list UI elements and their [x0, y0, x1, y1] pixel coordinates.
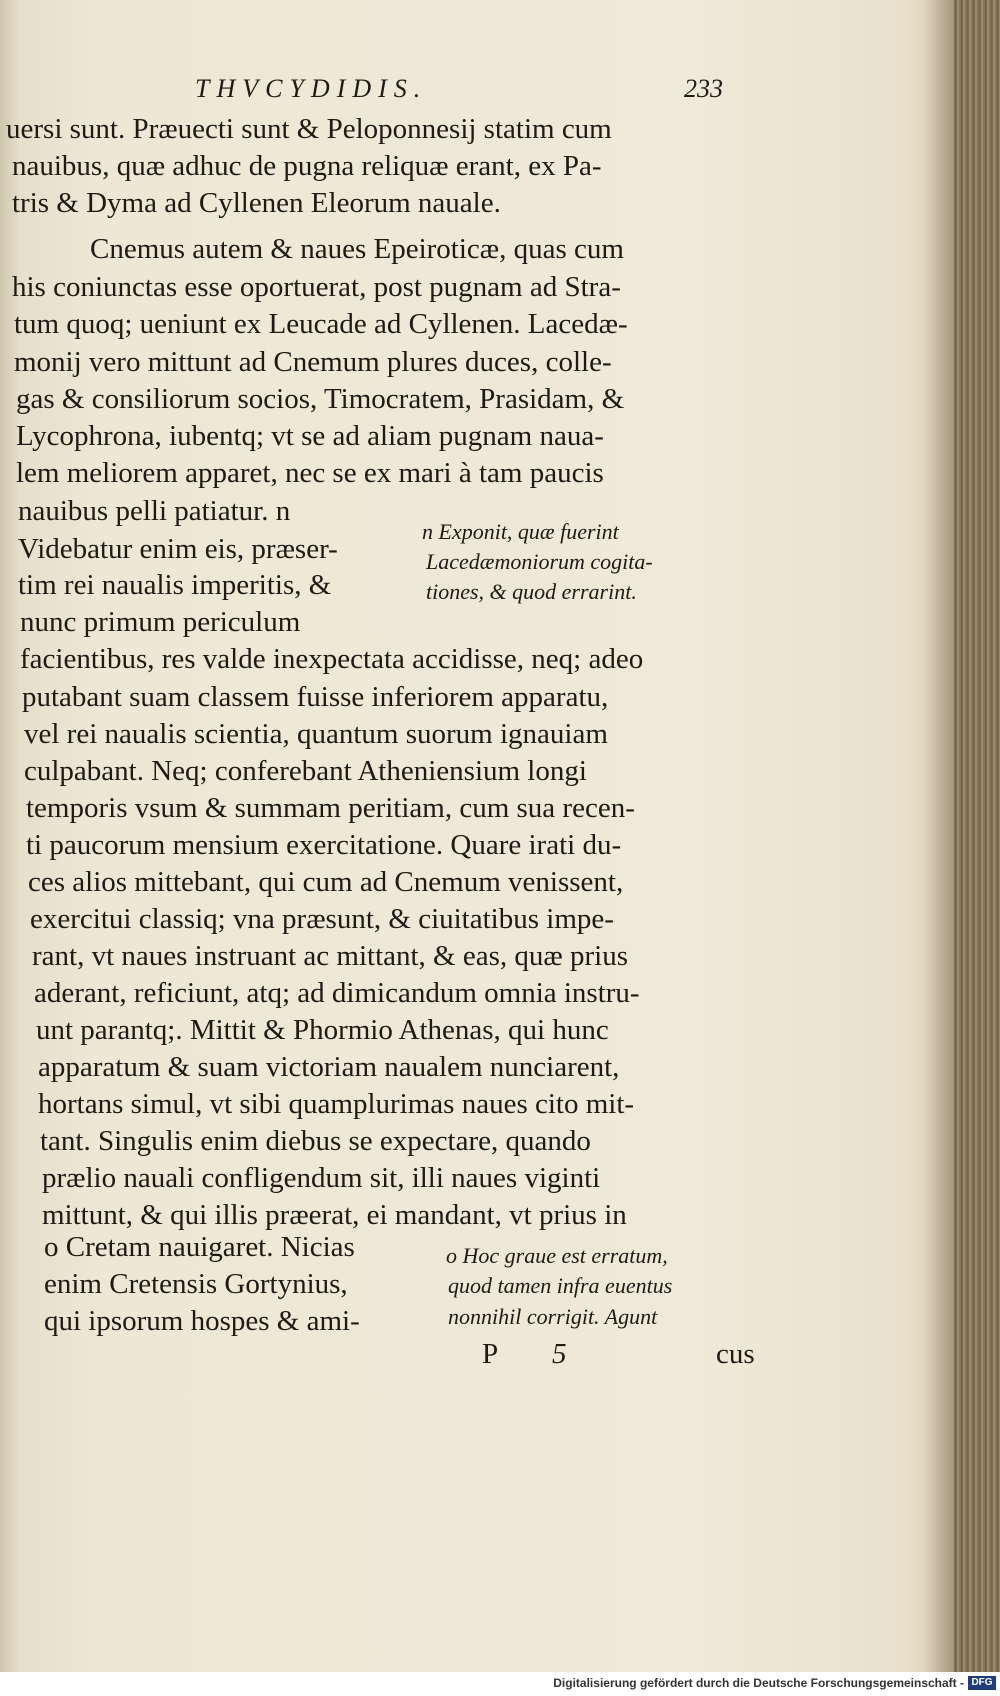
text-line: Lycophrona, iubentq; vt se ad aliam pugnam naua- [16, 420, 604, 452]
text-line: mittunt, & qui illis præerat, ei mandant, vt prius in [42, 1199, 627, 1231]
text-line: temporis vsum & summam peritiam, cum sua recen- [26, 792, 635, 824]
text-line: enim Cretensis Gortynius, [44, 1268, 348, 1300]
text-line: apparatum & suam victoriam naualem nunciarent, [38, 1051, 620, 1083]
text-line: tum quoq; ueniunt ex Leucade ad Cyllenen. Lacedæ- [14, 308, 628, 340]
text-line: culpabant. Neq; conferebant Atheniensium longi [24, 755, 587, 787]
text-line: tant. Singulis enim diebus se expectare, quando [40, 1125, 591, 1157]
book-page-edges [954, 0, 1000, 1672]
gutter-shadow [924, 0, 954, 1672]
marginal-note-line: nonnihil corrigit. Agunt [448, 1304, 658, 1329]
dfg-logo-icon: DFG [968, 1676, 996, 1690]
text-line: hortans simul, vt sibi quamplurimas naues cito mit- [38, 1088, 635, 1120]
signature-number: 5 [552, 1338, 567, 1370]
text-line: rant, vt naues instruant ac mittant, & eas, quæ prius [32, 940, 628, 972]
marginal-note-line: quod tamen infra euentus [448, 1273, 673, 1298]
text-line: aderant, reficiunt, atq; ad dimicandum omnia instru- [34, 977, 640, 1009]
text-line: facientibus, res valde inexpectata accidisse, neq; adeo [20, 643, 644, 675]
text-line: exercitui classiq; vna præsunt, & ciuitatibus impe- [30, 903, 614, 935]
text-line: tris & Dyma ad Cyllenen Eleorum nauale. [12, 187, 501, 219]
text-line: uersi sunt. Præuecti sunt & Peloponnesij statim cum [6, 113, 612, 145]
marginal-note-line: Lacedæmoniorum cogita- [426, 549, 653, 574]
text-line: Videbatur enim eis, præser- [18, 533, 338, 565]
footer-bar [0, 1672, 1000, 1696]
marginal-note-line: n Exponit, quæ fuerint [422, 519, 619, 544]
text-line: tim rei naualis imperitis, & [18, 569, 332, 601]
text-line: prælio nauali confligendum sit, illi naues viginti [42, 1162, 601, 1194]
marginal-note-line: o Hoc graue est erratum, [446, 1243, 668, 1268]
text-line: nunc primum periculum [20, 606, 301, 638]
footer-credit: Digitalisierung gefördert durch die Deutsche Forschungsgemeinschaft - [553, 1676, 964, 1690]
page-number: 233 [684, 74, 723, 103]
text-line: qui ipsorum hospes & ami- [44, 1305, 360, 1337]
catchword: cus [716, 1338, 755, 1370]
running-title: THVCYDIDIS. [195, 74, 428, 103]
text-line: putabant suam classem fuisse inferiorem apparatu, [22, 681, 609, 713]
text-line: ti paucorum mensium exercitatione. Quare irati du- [26, 829, 622, 861]
text-line: o Cretam nauigaret. Nicias [44, 1231, 355, 1263]
text-line: nauibus, quæ adhuc de pugna reliquæ erant, ex Pa- [12, 150, 602, 182]
text-line: monij vero mittunt ad Cnemum plures duces, colle- [14, 346, 612, 378]
text-line: Cnemus autem & naues Epeiroticæ, quas cum [90, 233, 624, 265]
text-line: vel rei naualis scientia, quantum suorum ignauiam [24, 718, 608, 750]
signature-mark: P [482, 1338, 499, 1370]
text-line: lem meliorem apparet, nec se ex mari à tam paucis [16, 457, 604, 489]
text-line: gas & consiliorum socios, Timocratem, Prasidam, & [16, 383, 625, 415]
text-line: unt parantq;. Mittit & Phormio Athenas, qui hunc [36, 1014, 609, 1046]
text-line: nauibus pelli patiatur. n [18, 495, 291, 527]
marginal-note-line: tiones, & quod errarint. [426, 579, 637, 604]
text-line: ces alios mittebant, qui cum ad Cnemum venissent, [28, 866, 624, 898]
text-line: his coniunctas esse oportuerat, post pugnam ad Stra- [12, 271, 621, 303]
